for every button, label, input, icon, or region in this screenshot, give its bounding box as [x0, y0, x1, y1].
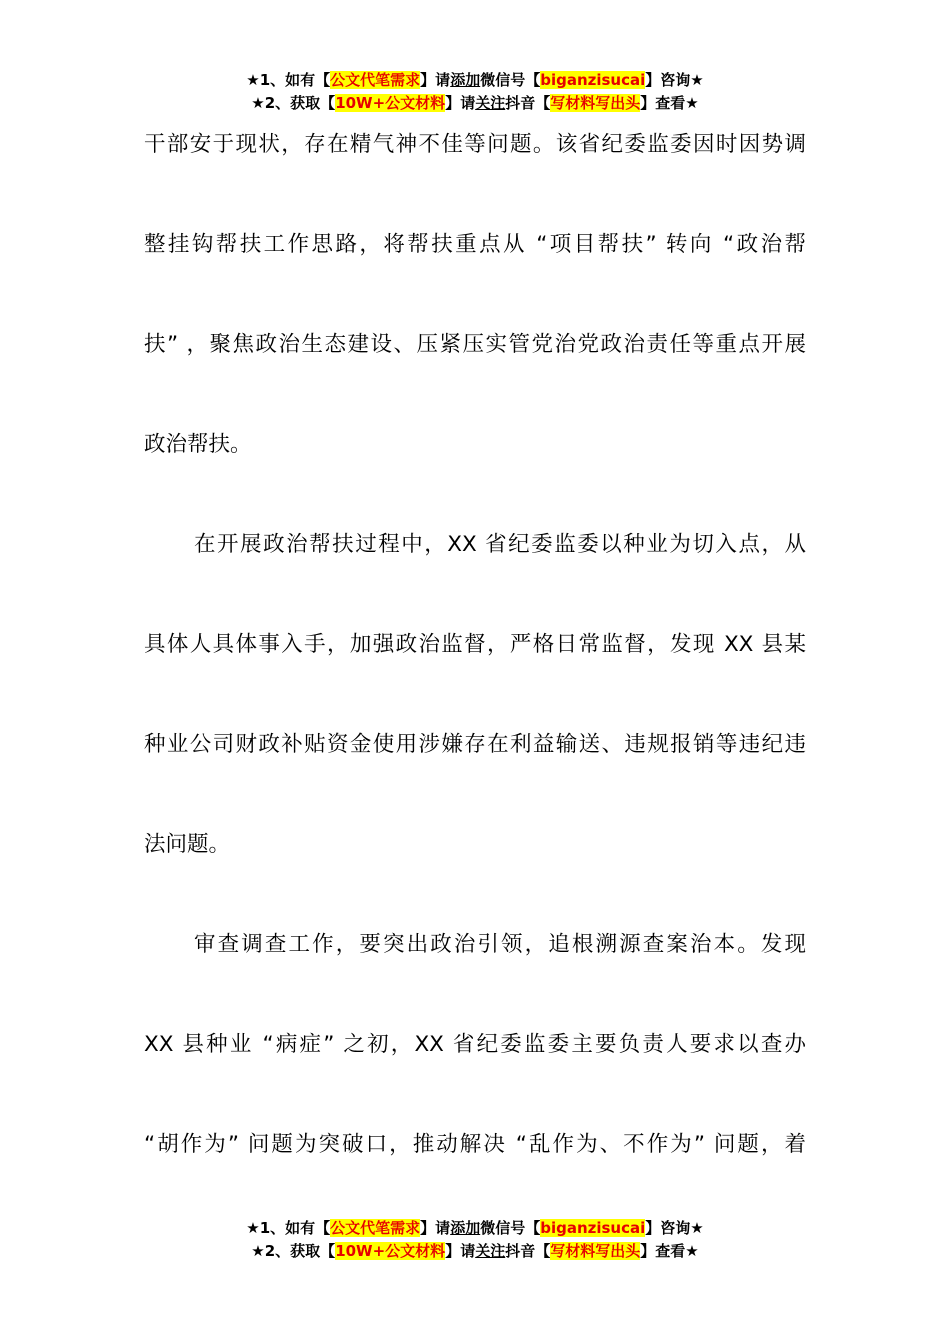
text-line: 在开展政治帮扶过程中，XX 省纪委监委以种业为切入点，从 — [194, 532, 806, 557]
highlight-materials: 10W+公文材料 — [335, 1242, 446, 1260]
text-line: 法问题。 — [144, 832, 231, 857]
highlight-douyin-account: 写材料写出头 — [550, 94, 641, 112]
text-line: 种业公司财政补贴资金使用涉嫌存在利益输送、违规报销等违纪违 — [144, 732, 806, 757]
footer-banner — [0, 1217, 950, 1263]
document-body — [144, 120, 806, 1220]
text-line: 政治帮扶。 — [144, 432, 252, 457]
text-line: 扶” ，聚焦政治生态建设、压紧压实管党治党政治责任等重点开展 — [144, 332, 806, 357]
text-line: XX 县种业 “病症” 之初，XX 省纪委监委主要负责人要求以查办 — [144, 1032, 806, 1057]
highlight-service: 公文代笔需求 — [330, 1219, 421, 1237]
text-line: “胡作为” 问题为突破口，推动解决 “乱作为、不作为” 问题，着 — [144, 1132, 806, 1157]
footer-line-2: ★2、获取【10W+公文材料】请关注抖音【写材料写出头】查看★ — [251, 1242, 699, 1260]
text-line: 干部安于现状，存在精气神不佳等问题。该省纪委监委因时因势调 — [144, 132, 806, 157]
text-line: 具体人具体事入手，加强政治监督，严格日常监督，发现 XX 县某 — [144, 632, 806, 657]
highlight-wechat-id: biganzisucai — [540, 1219, 646, 1237]
highlight-douyin-account: 写材料写出头 — [550, 1242, 641, 1260]
highlight-wechat-id: biganzisucai — [540, 71, 646, 89]
header-line-2: ★2、获取【10W+公文材料】请关注抖音【写材料写出头】查看★ — [251, 94, 699, 112]
highlight-materials: 10W+公文材料 — [335, 94, 446, 112]
footer-line-1: ★1、如有【公文代笔需求】请添加微信号【biganzisucai】咨询★ — [246, 1219, 704, 1237]
highlight-service: 公文代笔需求 — [330, 71, 421, 89]
header-banner — [0, 69, 950, 115]
header-line-1: ★1、如有【公文代笔需求】请添加微信号【biganzisucai】咨询★ — [246, 71, 704, 89]
text-line: 整挂钩帮扶工作思路，将帮扶重点从 “项目帮扶” 转向 “政治帮 — [144, 232, 806, 257]
text-line: 审查调查工作，要突出政治引领，追根溯源查案治本。发现 — [194, 932, 806, 957]
